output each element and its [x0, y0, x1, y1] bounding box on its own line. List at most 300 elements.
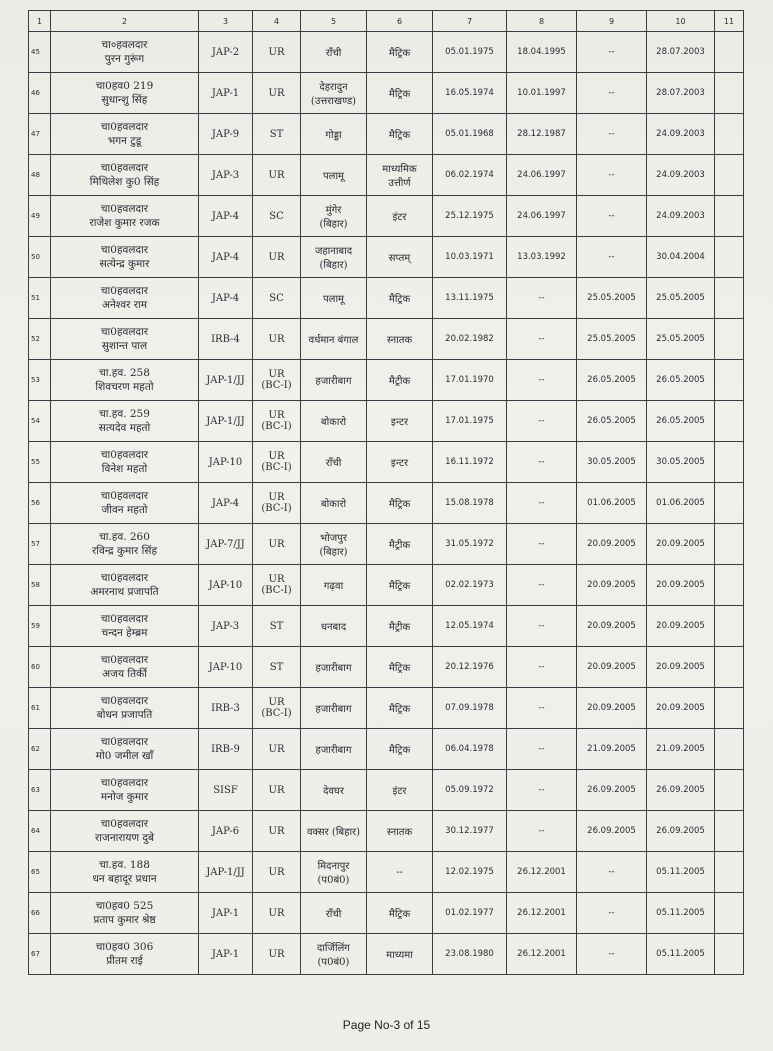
qualification-cell — [367, 442, 433, 483]
dob-cell — [433, 360, 507, 401]
appointment-date: -- — [538, 662, 545, 672]
rank-text: चा.हव. 258 — [99, 366, 150, 379]
date9-cell — [577, 893, 647, 934]
unit-cell — [199, 32, 253, 73]
date9-cell — [577, 852, 647, 893]
column-number-8: 8 — [507, 11, 577, 32]
district-cell — [301, 401, 367, 442]
unit-cell — [199, 647, 253, 688]
district-text: बोकारो — [320, 417, 347, 428]
rank-text: चा0हवलदार — [100, 202, 149, 215]
serial-number: 54 — [31, 417, 40, 425]
appointment-cell — [507, 729, 577, 770]
dob-cell — [433, 196, 507, 237]
category-text: SC — [269, 210, 284, 222]
rank-text: चा0हवलदार — [100, 448, 149, 461]
category-text: UR — [268, 866, 285, 878]
date10-cell — [647, 360, 715, 401]
rank-text: चा0हवलदार — [100, 735, 149, 748]
district-text: बोकारो — [320, 499, 347, 510]
dob-date: 02.02.1973 — [445, 580, 494, 590]
date10-value: 24.09.2003 — [656, 170, 705, 180]
category-cell — [253, 32, 301, 73]
dob-date: 13.11.1975 — [445, 293, 494, 303]
category-text: UR — [268, 538, 285, 550]
qualification-cell — [367, 729, 433, 770]
date9-value: 25.05.2005 — [587, 334, 636, 344]
date9-cell — [577, 237, 647, 278]
qualification-cell — [367, 934, 433, 975]
unit-code: JAP-4 — [211, 251, 240, 263]
qualification-text: मैट्रिक — [388, 909, 411, 920]
unit-code: IRB-9 — [211, 743, 240, 755]
serial-cell — [29, 360, 51, 401]
category-cell — [253, 524, 301, 565]
category-cell — [253, 688, 301, 729]
appointment-cell — [507, 442, 577, 483]
serial-cell — [29, 893, 51, 934]
district-sub: (प0बं0) — [317, 875, 350, 886]
unit-code: IRB-3 — [211, 702, 240, 714]
date10-cell — [647, 319, 715, 360]
col11-cell — [715, 852, 744, 893]
dob-cell — [433, 893, 507, 934]
serial-number: 55 — [31, 458, 40, 466]
dob-cell — [433, 811, 507, 852]
date10-cell — [647, 114, 715, 155]
dob-date: 12.02.1975 — [445, 867, 494, 877]
appointment-date: 13.03.1992 — [517, 252, 566, 262]
column-number-9: 9 — [577, 11, 647, 32]
rank-name-cell — [51, 278, 199, 319]
district-text: हजारीबाग — [315, 704, 352, 715]
rank-name-cell — [51, 770, 199, 811]
date10-value: 25.05.2005 — [656, 293, 705, 303]
appointment-date: -- — [538, 621, 545, 631]
category-cell — [253, 893, 301, 934]
serial-number: 46 — [31, 89, 40, 97]
col11-cell — [715, 483, 744, 524]
dob-cell — [433, 934, 507, 975]
dob-cell — [433, 565, 507, 606]
rank-name-cell — [51, 565, 199, 606]
person-name: धन बहादूर प्रधान — [92, 873, 157, 885]
date9-cell — [577, 278, 647, 319]
appointment-cell — [507, 893, 577, 934]
district-text: पलामू — [322, 294, 345, 305]
dob-date: 15.08.1978 — [445, 498, 494, 508]
dob-cell — [433, 688, 507, 729]
category-sub: (BC-I) — [261, 380, 292, 391]
person-name: सुधान्शु सिंह — [101, 94, 148, 106]
rank-text: चा०हवलदार — [101, 38, 148, 51]
unit-cell — [199, 524, 253, 565]
district-sub: (प0बं0) — [317, 957, 350, 968]
rank-name-cell — [51, 893, 199, 934]
dob-date: 31.05.1972 — [445, 539, 494, 549]
unit-cell — [199, 606, 253, 647]
category-cell — [253, 483, 301, 524]
dob-cell — [433, 73, 507, 114]
unit-code: JAP-1/JJ — [206, 866, 245, 878]
date9-cell — [577, 934, 647, 975]
unit-cell — [199, 483, 253, 524]
table-row — [29, 155, 744, 196]
district-text: देवघर — [323, 786, 344, 797]
col11-cell — [715, 32, 744, 73]
appointment-date: 18.04.1995 — [517, 47, 566, 57]
category-cell — [253, 442, 301, 483]
rank-name-cell — [51, 401, 199, 442]
serial-number: 62 — [31, 745, 40, 753]
dob-cell — [433, 442, 507, 483]
qualification-text: इंटर — [392, 212, 407, 223]
column-number-2: 2 — [51, 11, 199, 32]
dob-date: 16.05.1974 — [445, 88, 494, 98]
dob-cell — [433, 237, 507, 278]
person-name: बोधन प्रजापति — [96, 709, 153, 721]
unit-cell — [199, 852, 253, 893]
appointment-date: -- — [538, 498, 545, 508]
col11-cell — [715, 893, 744, 934]
serial-cell — [29, 852, 51, 893]
date9-value: -- — [608, 949, 615, 959]
dob-date: 16.11.1972 — [445, 457, 494, 467]
district-text: हजारीबाग — [315, 663, 352, 674]
district-text: हजारीबाग — [315, 376, 352, 387]
serial-cell — [29, 524, 51, 565]
date10-value: 05.11.2005 — [656, 949, 705, 959]
page-number: Page No-3 of 15 — [342, 1018, 431, 1032]
col11-cell — [715, 565, 744, 606]
rank-name-cell — [51, 114, 199, 155]
col11-cell — [715, 114, 744, 155]
rank-name-cell — [51, 729, 199, 770]
appointment-cell — [507, 647, 577, 688]
date10-value: 24.09.2003 — [656, 211, 705, 221]
qualification-cell — [367, 647, 433, 688]
qualification-text: मैट्रिक — [388, 745, 411, 756]
date10-value: 05.11.2005 — [656, 867, 705, 877]
qualification-cell — [367, 237, 433, 278]
col11-cell — [715, 196, 744, 237]
date9-cell — [577, 73, 647, 114]
qualification-cell — [367, 811, 433, 852]
dob-date: 06.02.1974 — [445, 170, 494, 180]
district-cell — [301, 770, 367, 811]
district-text: गोड्डा — [325, 130, 342, 141]
date10-cell — [647, 524, 715, 565]
column-number-1: 1 — [29, 11, 51, 32]
qualification-cell — [367, 852, 433, 893]
qualification-text: मैट्रिक — [388, 499, 411, 510]
serial-cell — [29, 688, 51, 729]
appointment-date: 26.12.2001 — [517, 949, 566, 959]
appointment-cell — [507, 770, 577, 811]
date10-cell — [647, 934, 715, 975]
unit-code: JAP-3 — [211, 169, 240, 181]
person-name: अजय तिर्की — [102, 668, 147, 680]
qualification-cell — [367, 606, 433, 647]
dob-date: 23.08.1980 — [445, 949, 494, 959]
date10-cell — [647, 688, 715, 729]
district-cell — [301, 852, 367, 893]
category-text: UR — [268, 169, 285, 181]
serial-cell — [29, 811, 51, 852]
qualification-cell — [367, 196, 433, 237]
date9-value: 30.05.2005 — [587, 457, 636, 467]
category-cell — [253, 319, 301, 360]
date9-cell — [577, 155, 647, 196]
unit-cell — [199, 73, 253, 114]
rank-text: चा0हवलदार — [100, 243, 149, 256]
rank-text: चा0हवलदार — [100, 161, 149, 174]
district-cell — [301, 688, 367, 729]
rank-name-cell — [51, 647, 199, 688]
district-text: राँची — [325, 909, 342, 920]
date10-cell — [647, 483, 715, 524]
date9-value: 01.06.2005 — [587, 498, 636, 508]
serial-number: 52 — [31, 335, 40, 343]
date9-cell — [577, 688, 647, 729]
unit-code: JAP-3 — [211, 620, 240, 632]
dob-cell — [433, 483, 507, 524]
district-cell — [301, 647, 367, 688]
appointment-date: -- — [538, 334, 545, 344]
dob-date: 05.01.1975 — [445, 47, 494, 57]
district-cell — [301, 278, 367, 319]
dob-cell — [433, 32, 507, 73]
date9-cell — [577, 524, 647, 565]
person-name: प्रीतम राई — [106, 955, 143, 967]
district-text: भोजपुर — [320, 533, 347, 544]
qualification-text: स्नातक — [386, 335, 413, 346]
dob-date: 20.12.1976 — [445, 662, 494, 672]
column-number-row — [29, 11, 744, 32]
unit-cell — [199, 893, 253, 934]
unit-cell — [199, 319, 253, 360]
date9-value: 20.09.2005 — [587, 580, 636, 590]
date9-value: -- — [608, 47, 615, 57]
unit-code: JAP-10 — [208, 661, 243, 673]
date9-value: -- — [608, 211, 615, 221]
date10-value: 21.09.2005 — [656, 744, 705, 754]
col11-cell — [715, 237, 744, 278]
date10-cell — [647, 565, 715, 606]
district-text: धनबाद — [320, 622, 347, 633]
rank-name-cell — [51, 360, 199, 401]
rank-text: चा.हव. 260 — [99, 530, 150, 543]
appointment-cell — [507, 483, 577, 524]
table-row — [29, 32, 744, 73]
district-text: वर्धमान बंगाल — [308, 335, 359, 346]
qualification-text: स्नातक — [386, 827, 413, 838]
qualification-cell — [367, 114, 433, 155]
category-cell — [253, 237, 301, 278]
category-text: UR — [268, 333, 285, 345]
appointment-cell — [507, 811, 577, 852]
qualification-text: मैट्रिक — [388, 294, 411, 305]
table-row — [29, 401, 744, 442]
rank-name-cell — [51, 524, 199, 565]
table-row — [29, 237, 744, 278]
unit-cell — [199, 237, 253, 278]
person-name: चन्दन हेम्ब्रम — [101, 627, 148, 639]
table-row — [29, 770, 744, 811]
table-row — [29, 811, 744, 852]
serial-cell — [29, 319, 51, 360]
date10-value: 26.05.2005 — [656, 416, 705, 426]
serial-cell — [29, 565, 51, 606]
serial-cell — [29, 237, 51, 278]
table-row — [29, 73, 744, 114]
unit-code: JAP-1 — [211, 907, 240, 919]
date9-cell — [577, 606, 647, 647]
rank-name-cell — [51, 73, 199, 114]
qualification-text: मैट्रीक — [388, 622, 411, 633]
district-cell — [301, 196, 367, 237]
rank-name-cell — [51, 196, 199, 237]
qualification-text: मैट्रीक — [388, 540, 411, 551]
appointment-date: 26.12.2001 — [517, 908, 566, 918]
unit-cell — [199, 155, 253, 196]
unit-cell — [199, 934, 253, 975]
unit-cell — [199, 729, 253, 770]
unit-cell — [199, 196, 253, 237]
date9-value: -- — [608, 908, 615, 918]
qualification-cell — [367, 278, 433, 319]
serial-cell — [29, 934, 51, 975]
table-row — [29, 524, 744, 565]
dob-date: 10.03.1971 — [445, 252, 494, 262]
district-cell — [301, 934, 367, 975]
rank-name-cell — [51, 155, 199, 196]
qualification-cell — [367, 155, 433, 196]
qualification-cell — [367, 565, 433, 606]
date10-value: 26.09.2005 — [656, 826, 705, 836]
person-name: मनोज कुमार — [100, 791, 149, 803]
category-text: UR — [268, 574, 285, 585]
date9-value: 26.09.2005 — [587, 785, 636, 795]
unit-cell — [199, 565, 253, 606]
appointment-cell — [507, 237, 577, 278]
district-cell — [301, 729, 367, 770]
dob-cell — [433, 729, 507, 770]
date10-cell — [647, 852, 715, 893]
unit-cell — [199, 811, 253, 852]
district-cell — [301, 155, 367, 196]
column-number-3: 3 — [199, 11, 253, 32]
category-cell — [253, 729, 301, 770]
unit-cell — [199, 401, 253, 442]
table-row — [29, 688, 744, 729]
person-name: मिथिलेश कु0 सिंह — [89, 176, 160, 188]
date10-value: 26.09.2005 — [656, 785, 705, 795]
serial-number: 64 — [31, 827, 40, 835]
date10-value: 20.09.2005 — [656, 662, 705, 672]
rank-name-cell — [51, 237, 199, 278]
category-cell — [253, 934, 301, 975]
dob-cell — [433, 155, 507, 196]
rank-name-cell — [51, 606, 199, 647]
table-row — [29, 483, 744, 524]
table-row — [29, 360, 744, 401]
date9-cell — [577, 483, 647, 524]
date10-cell — [647, 442, 715, 483]
dob-cell — [433, 401, 507, 442]
category-cell — [253, 647, 301, 688]
date9-value: 20.09.2005 — [587, 539, 636, 549]
appointment-date: -- — [538, 826, 545, 836]
date10-cell — [647, 811, 715, 852]
category-text: UR — [268, 743, 285, 755]
appointment-cell — [507, 73, 577, 114]
date9-value: -- — [608, 170, 615, 180]
unit-code: JAP-1 — [211, 948, 240, 960]
qualification-text: इन्टर — [390, 417, 409, 428]
category-text: SC — [269, 292, 284, 304]
qualification-text: मैट्रिक — [388, 663, 411, 674]
date9-cell — [577, 811, 647, 852]
serial-number: 58 — [31, 581, 40, 589]
column-number-10: 10 — [647, 11, 715, 32]
dob-cell — [433, 114, 507, 155]
date10-value: 24.09.2003 — [656, 129, 705, 139]
date9-value: 25.05.2005 — [587, 293, 636, 303]
appointment-cell — [507, 319, 577, 360]
person-name: राजेश कुमार रजक — [89, 217, 160, 229]
category-cell — [253, 278, 301, 319]
date9-cell — [577, 647, 647, 688]
date9-cell — [577, 360, 647, 401]
unit-code: JAP-6 — [211, 825, 240, 837]
unit-code: JAP-10 — [208, 579, 243, 591]
unit-cell — [199, 688, 253, 729]
col11-cell — [715, 442, 744, 483]
col11-cell — [715, 278, 744, 319]
district-text: वक्सर (बिहार) — [306, 827, 361, 838]
appointment-cell — [507, 524, 577, 565]
rank-text: चा0हवलदार — [100, 120, 149, 133]
rank-text: चा0हवलदार — [100, 571, 149, 584]
qualification-cell — [367, 32, 433, 73]
dob-date: 05.01.1968 — [445, 129, 494, 139]
category-text: ST — [269, 661, 284, 673]
category-text: UR — [268, 251, 285, 263]
qualification-cell — [367, 688, 433, 729]
col11-cell — [715, 360, 744, 401]
table-row — [29, 278, 744, 319]
district-text: राँची — [325, 458, 342, 469]
category-cell — [253, 852, 301, 893]
appointment-date: 10.01.1997 — [517, 88, 566, 98]
unit-cell — [199, 770, 253, 811]
column-number-6: 6 — [367, 11, 433, 32]
appointment-date: -- — [538, 703, 545, 713]
dob-date: 06.04.1978 — [445, 744, 494, 754]
category-cell — [253, 155, 301, 196]
category-text: UR — [268, 825, 285, 837]
district-text: जहानाबाद — [314, 246, 353, 257]
person-name: भगन टुडू — [107, 135, 142, 147]
unit-cell — [199, 442, 253, 483]
serial-number: 45 — [31, 48, 40, 56]
district-text: देहरादुन — [319, 82, 348, 93]
district-cell — [301, 32, 367, 73]
rank-text: चा0हवलदार — [100, 817, 149, 830]
date9-cell — [577, 196, 647, 237]
person-name: पुरन गुरूंग — [104, 53, 145, 65]
